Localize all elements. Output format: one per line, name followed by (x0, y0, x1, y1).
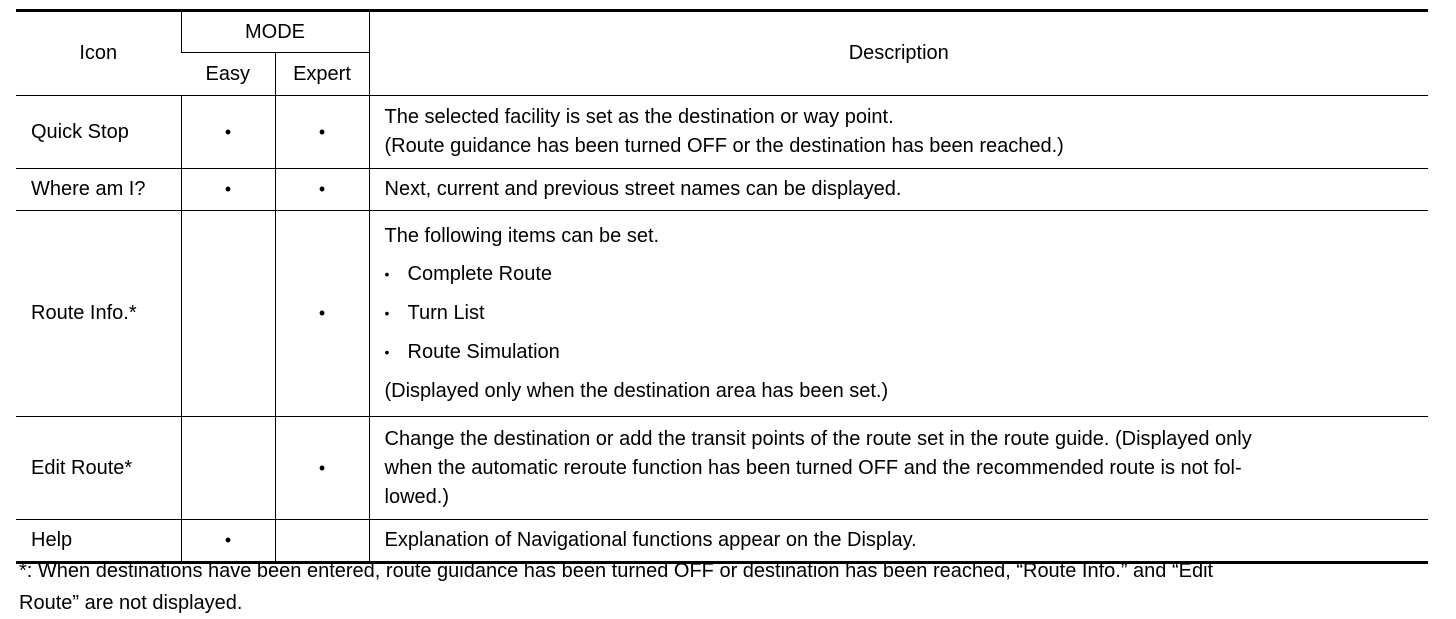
description-line: The selected facility is set as the destination or way point. (384, 106, 894, 128)
header-description: Description (369, 11, 1428, 96)
header-icon: Icon (79, 42, 118, 64)
list-item (385, 255, 1417, 294)
table-row (16, 417, 1428, 520)
list-item (385, 333, 1417, 372)
footnote-line: *: When destinations have been entered, route guidance has been turned OFF or destination has been reached, “Route Info.” and “Edit (19, 560, 1214, 582)
description-note: (Displayed only when the destination area has been set.) (384, 379, 889, 402)
row-icon-name: Help (16, 520, 181, 563)
expert-mode-dot: • (275, 96, 369, 169)
table-row (16, 211, 1428, 417)
list-item (385, 294, 1417, 333)
row-description: Explanation of Navigational functions appear on the Display. (369, 520, 1428, 563)
expert-mode-dot: • (275, 417, 369, 520)
easy-mode-dot (181, 211, 275, 417)
description-intro: The following items can be set. (384, 225, 660, 247)
easy-mode-dot: • (181, 520, 275, 563)
header-easy: Easy (181, 53, 275, 96)
easy-mode-dot: • (181, 169, 275, 211)
expert-mode-dot: • (275, 169, 369, 211)
expert-mode-dot: • (275, 211, 369, 417)
row-icon-name: Edit Route* (16, 417, 181, 520)
description-line: lowed.) (384, 485, 449, 508)
description-line: (Route guidance has been turned OFF or the destination has been reached.) (384, 135, 1064, 157)
mode-table (16, 9, 1428, 564)
list-item-label: Turn List (407, 301, 485, 324)
row-icon-name: Route Info.* (16, 211, 181, 417)
row-description (369, 96, 1428, 169)
header-expert: Expert (275, 53, 369, 96)
list-item-label: Complete Route (407, 263, 553, 285)
easy-mode-dot (181, 417, 275, 520)
bullet-icon: • (384, 305, 390, 322)
bullet-icon: • (384, 344, 390, 361)
row-description (369, 211, 1428, 417)
header-mode: MODE (181, 11, 369, 53)
bullet-icon: • (384, 266, 390, 283)
description-line: Change the destination or add the transit points of the route set in the route guide. (Displayed only (384, 427, 1252, 450)
table-row (16, 96, 1428, 169)
easy-mode-dot: • (181, 96, 275, 169)
row-description: Next, current and previous street names can be displayed. (369, 169, 1428, 211)
table-row (16, 169, 1428, 211)
row-icon-name: Where am I? (16, 169, 181, 211)
row-icon-name: Quick Stop (16, 96, 181, 169)
description-line: when the automatic reroute function has been turned OFF and the recommended route is not fol- (384, 456, 1242, 479)
footnote (19, 555, 1439, 619)
row-description (369, 417, 1428, 520)
footnote-line: Route” are not displayed. (19, 592, 243, 614)
mode-table-container (16, 9, 1428, 564)
list-item-label: Route Simulation (407, 340, 560, 363)
